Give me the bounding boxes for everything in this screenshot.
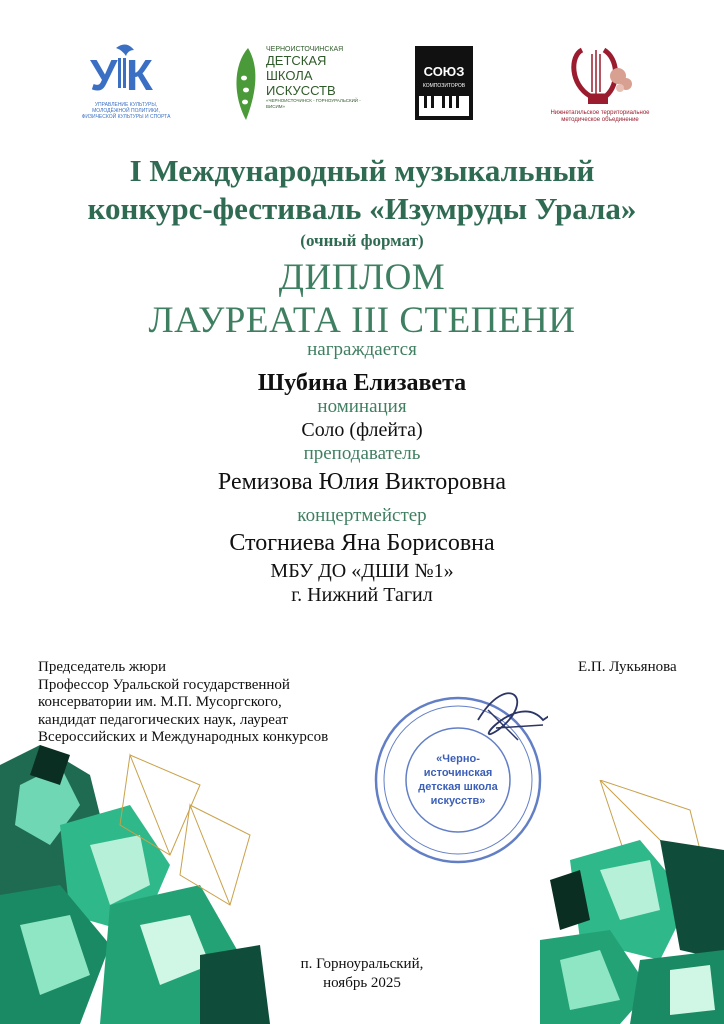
jury-chair-block: [38, 659, 368, 747]
stamp-center-line1: «Черно-: [436, 753, 480, 765]
uk-culture-logo-icon: [80, 40, 172, 102]
jury-line5: Всероссийских и Международных конкурсов: [38, 729, 329, 745]
nomination-label: номинация: [317, 396, 407, 417]
music-school-logo: [230, 40, 370, 125]
footer-place: п. Горноуральский,: [300, 956, 424, 972]
school-logo-line1: ЧЕРНОИСТОЧИНСКАЯ: [266, 46, 344, 53]
official-stamp: [368, 680, 548, 870]
teacher-label: преподаватель: [303, 443, 421, 464]
svg-text:К: К: [126, 51, 153, 100]
stamp-center-line3: детская школа: [418, 781, 498, 793]
methodical-association-logo: [548, 40, 652, 125]
stamp-center-line2: источинская: [423, 767, 493, 779]
composers-union-logo-icon: [415, 40, 473, 120]
city-name: г. Нижний Тагил: [291, 584, 433, 606]
school-logo-line2: ДЕТСКАЯ: [266, 53, 327, 68]
svg-text:У: У: [90, 51, 118, 100]
jury-line1: Председатель жюри: [38, 659, 167, 675]
contest-title-line1: I Международный музыкальный: [129, 153, 595, 188]
accompanist-name: Стогниева Яна Борисовна: [229, 530, 495, 556]
school-logo-line5: «ЧЕРНОИСТОЧИНСК - ГОРНОУРАЛЬСКИЙ - ВИСИМ»: [266, 98, 361, 109]
jury-line2: Профессор Уральской государственной: [38, 676, 290, 693]
lyre-logo-icon: [548, 40, 652, 110]
contest-format: (очный формат): [300, 231, 424, 250]
music-school-logo-icon: [230, 44, 266, 124]
accompanist-label: концертмейстер: [297, 505, 427, 526]
culture-department-logo: [80, 40, 172, 125]
lyre-logo-caption: Нижнетагильское территориальное методическое объединение: [550, 110, 650, 123]
awardee-name: Шубина Елизавета: [257, 370, 467, 396]
jury-signatory-name: Е.П. Лукьянова: [578, 659, 677, 675]
school-logo-line4: ИСКУССТВ: [266, 83, 336, 98]
footer-date: ноябрь 2025: [323, 975, 401, 991]
composers-union-logo: [415, 40, 473, 125]
nomination-value: Соло (флейта): [301, 419, 423, 441]
composers-union-text2: КОМПОЗИТОРОВ: [422, 83, 466, 89]
diploma-degree: ЛАУРЕАТА III СТЕПЕНИ: [148, 300, 576, 341]
teacher-name: Ремизова Юлия Викторовна: [217, 469, 507, 495]
stamp-center-line4: искусств»: [430, 795, 486, 807]
school-name: МБУ ДО «ДШИ №1»: [270, 560, 454, 582]
jury-line4: кандидат педагогических наук, лауреат: [38, 711, 288, 728]
culture-logo-caption: УПРАВЛЕНИЕ КУЛЬТУРЫ, МОЛОДЁЖНОЙ ПОЛИТИКИ, ФИЗИЧЕСКОЙ КУЛЬТУРЫ И СПОРТА: [81, 102, 171, 120]
diploma-heading: ДИПЛОМ: [278, 257, 446, 298]
contest-title-line2: конкурс-фестиваль «Изумруды Урала»: [87, 191, 637, 226]
jury-line3: консерватории им. М.П. Мусоргского,: [38, 694, 282, 710]
school-logo-line3: ШКОЛА: [266, 68, 313, 83]
composers-union-text1: СОЮЗ: [423, 64, 465, 79]
awarded-label: награждается: [307, 339, 417, 360]
